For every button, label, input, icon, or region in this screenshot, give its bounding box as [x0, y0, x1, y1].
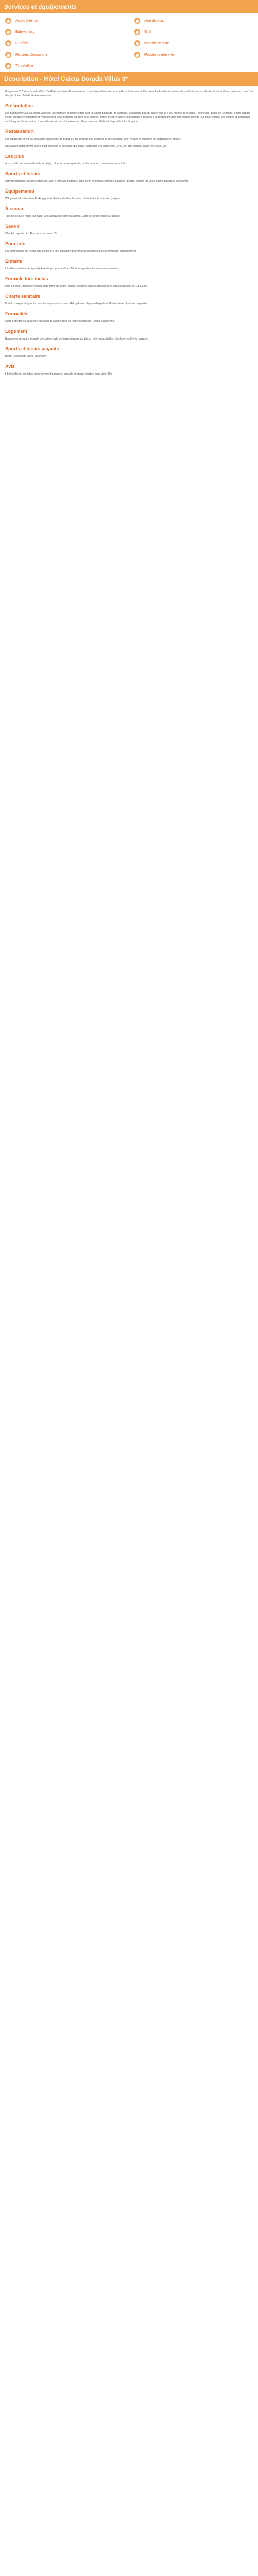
reviews-text: L'hôtel offre un agréable environnement, personnel aimable et bonne situation pour visiter l'île.	[5, 372, 113, 376]
equipments-text: Wifi gratuit à la réception. Parking gratuit. Service de blanchisserie. Coffre-fort à la réception (payant).	[5, 197, 121, 200]
all-inclusive-title: Formule tout inclus	[5, 276, 49, 281]
service-babysitting: ◉ Baby-sitting	[5, 29, 124, 35]
playground-icon: ◉	[134, 18, 140, 24]
formalities-title: Formalités	[5, 311, 29, 316]
presentation-title: Présentation	[5, 103, 34, 108]
paid-sports-title: Sports et loisirs payants	[5, 346, 59, 351]
services-header: Services et équipements	[0, 0, 258, 13]
service-baby-bed: ◉ Lit bébé	[5, 40, 124, 46]
presentation-text: Les Bungalows Caleta Dorada Villas est un charmant complexe situé dans la station balnéaire de Corralejo, à quelques pas du centre-ville et à 300 mètres de la plage. Proche des dunes de Corralejo, le parc naturel est un véritable enchantement. Vous pourrez vous détendre au bord de la piscine, profiter de la terrasse et des jardins. Il dispose d'un restaurant, d'un bar et d'une aire de jeux pour enfants. Les studios et bungalows sont équipés d'une cuisine, d'une salle de bains et d'une terrasse. Une connexion Wi-Fi est disponible à la réception.	[5, 112, 250, 123]
golf-icon: ◉	[134, 29, 140, 35]
lodging-title: Logement	[5, 329, 28, 334]
lodging-text: Bungalows et studios équipés de cuisine, salle de bains, terrasse ou balcon, télévision satellite, téléphone, coffre-fort payant.	[5, 337, 148, 341]
service-playground: ◉ Aire de jeux	[134, 18, 253, 24]
children-title: Enfants	[5, 259, 23, 264]
description-content	[0, 90, 258, 376]
restaurant-text: Les repas sont servis au restaurant sous forme de buffet. Le bar propose des boissons et des cocktails. Une formule All inclusive est disponible en option.	[5, 138, 181, 141]
service-city-center: ◉ Proche centre ville	[134, 52, 253, 58]
tv-icon: ◉	[5, 63, 11, 69]
page	[0, 0, 258, 376]
info-title: Pour info	[5, 241, 26, 246]
savoir-title: À savoir	[5, 206, 24, 211]
baby-icon: ◉	[5, 29, 11, 35]
children-text: Lit bébé sur demande (gratuit). Aire de jeux pour enfants. Mini-club pendant les vacances scolaires.	[5, 267, 119, 270]
service-pool: ◉ Piscines découverte	[5, 52, 124, 58]
restaurant-title: Restauration	[5, 129, 34, 134]
service-tv: ◉ Tv satellite	[5, 63, 124, 69]
plus-text: À proximité du centre-ville et de la plage, calme et cadre agréable, jardins tropicaux, animations en soirée.	[5, 162, 126, 165]
service-internet: ◉ Accès Internet	[5, 18, 124, 24]
pool-icon: ◉	[5, 52, 11, 58]
savoir2-title: Savoir	[5, 224, 20, 229]
sanitary-text: Port du masque obligatoire dans les espaces communs. Gel hydroalcoolique à disposition. Distanciation physique respectée.	[5, 302, 148, 306]
formalities-text: Carte d'identité ou passeport en cours de validité pour les ressortissants de l'Union européenne.	[5, 320, 115, 323]
all-inclusive-text: Petit-déjeuner, déjeuner et dîner sous forme de buffet, snacks, boissons locales alcoolisées et non alcoolisées de 10h à 23h.	[5, 285, 148, 288]
bed-icon: ◉	[5, 40, 11, 46]
sports-title: Sports et loisirs	[5, 171, 41, 176]
savoir2-text: Check-in à partir de 14h, check-out avant 12h.	[5, 232, 58, 235]
service-golf: ◉ Golf	[134, 29, 253, 35]
wheelchair-icon: ◉	[134, 40, 140, 46]
services-list	[0, 13, 258, 72]
sports-text: Activités gratuites : piscine extérieure, bain à remous, pétanque, ping-pong, fléchettes. Activités payantes : billard, location de vélos, sports nautiques à proximité.	[5, 180, 189, 183]
city-icon: ◉	[134, 52, 140, 58]
info-text: Les informations sur l'hôtel sont données à titre indicatif et peuvent être modifiées sans préavis par l'établissement.	[5, 250, 137, 253]
service-accessibility: ◉ Mobilité réduite	[134, 40, 253, 46]
description-intro: Bungalows 3* Caleta Dorada Vilas. Ce Hôtel est situé à Fuerteventura. Il est situé à 5 min du centre-ville, à 5 minutes de Corralejo. Il offre des structures de qualité et une excellente situation. Venez séjourner dans l'un des plus beaux hôtels de Fuerteventura.	[5, 90, 253, 97]
description-header: Description - Hôtel Caleta Dorada Villas 3*	[0, 72, 258, 86]
paid-sports-text: Billard, location de vélos, excursions.	[5, 355, 47, 358]
wifi-icon: ◉	[5, 18, 11, 24]
equipments-title: Équipements	[5, 189, 35, 194]
sanitary-title: Charte sanitaire	[5, 294, 41, 299]
savoir-text: Taxe de séjour à régler sur place. Les animaux ne sont pas admis. Carte de crédit requise à l'arrivée.	[5, 215, 121, 218]
reviews-title: Avis	[5, 364, 15, 369]
plus-title: Les plus	[5, 154, 24, 159]
restaurant-detail: Restaurant buffet ouvert pour le petit-déjeuner, le déjeuner et le dîner. Snack bar à la piscine de 10h à 18h. Bar principal ouvert de 10h à 23h.	[5, 145, 167, 148]
